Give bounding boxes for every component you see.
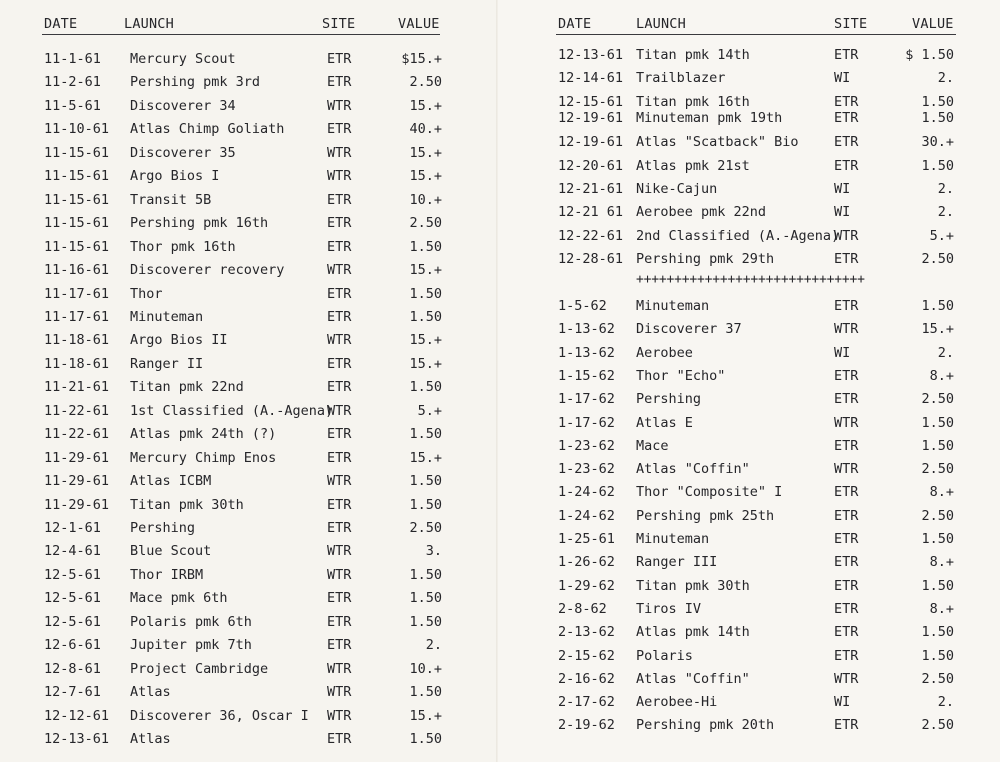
value-cell: 2. [937, 694, 954, 710]
value-cell: 15.+ [409, 262, 442, 278]
site-cell: ETR [327, 379, 352, 395]
launch-cell: Minuteman [636, 298, 710, 314]
value-cell: 15.+ [409, 168, 442, 184]
value-cell: 1.50 [409, 286, 442, 302]
site-cell: ETR [327, 426, 352, 442]
value-cell: 8.+ [929, 601, 954, 617]
value-cell: 2.50 [921, 671, 954, 687]
launch-cell: Minuteman pmk 19th [636, 110, 783, 126]
value-cell: 2.50 [409, 215, 442, 231]
date-cell: 12-19-61 [558, 110, 624, 126]
launch-cell: Pershing pmk 29th [636, 251, 775, 267]
launch-cell: Polaris pmk 6th [130, 614, 252, 630]
site-cell: ETR [834, 368, 859, 384]
launch-cell: Pershing pmk 16th [130, 215, 269, 231]
value-cell: 1.50 [921, 298, 954, 314]
date-cell: 12-12-61 [44, 708, 110, 724]
launch-cell: Atlas "Scatback" Bio [636, 134, 799, 150]
header-rule [556, 34, 956, 35]
launch-cell: Project Cambridge [130, 661, 269, 677]
header-site: SITE [322, 16, 356, 32]
date-cell: 12-6-61 [44, 637, 101, 653]
value-cell: 40.+ [409, 121, 442, 137]
launch-cell: Thor [130, 286, 163, 302]
launch-cell: Titan pmk 30th [636, 578, 750, 594]
launch-cell: Discoverer 37 [636, 321, 742, 337]
site-cell: ETR [834, 134, 859, 150]
date-cell: 2-19-62 [558, 717, 615, 733]
launch-cell: Discoverer 34 [130, 98, 236, 114]
value-cell: 2.50 [921, 391, 954, 407]
launch-cell: Thor "Composite" I [636, 484, 783, 500]
date-cell: 1-24-62 [558, 508, 615, 524]
date-cell: 11-21-61 [44, 379, 110, 395]
launch-cell: Atlas [130, 731, 171, 747]
date-cell: 12-15-61 [558, 94, 624, 110]
site-cell: WTR [327, 543, 352, 559]
value-cell: 10.+ [409, 661, 442, 677]
site-cell: WI [834, 345, 851, 361]
value-cell: 2. [937, 181, 954, 197]
site-cell: ETR [327, 239, 352, 255]
site-cell: ETR [834, 601, 859, 617]
launch-cell: Discoverer 35 [130, 145, 236, 161]
date-cell: 1-15-62 [558, 368, 615, 384]
date-cell: 11-15-61 [44, 215, 110, 231]
value-cell: 1.50 [409, 614, 442, 630]
site-cell: ETR [834, 648, 859, 664]
date-cell: 1-29-62 [558, 578, 615, 594]
date-cell: 1-24-62 [558, 484, 615, 500]
value-cell: 1.50 [409, 426, 442, 442]
site-cell: WTR [834, 321, 859, 337]
value-cell: 2. [937, 204, 954, 220]
site-cell: WI [834, 694, 851, 710]
date-cell: 2-15-62 [558, 648, 615, 664]
site-cell: ETR [834, 438, 859, 454]
header-value: VALUE [912, 16, 954, 32]
value-cell: 1.50 [409, 731, 442, 747]
date-cell: 11-2-61 [44, 74, 101, 90]
site-cell: ETR [327, 450, 352, 466]
site-cell: ETR [327, 51, 352, 67]
launch-cell: Argo Bios I [130, 168, 220, 184]
launch-cell: Discoverer 36, Oscar I [130, 708, 309, 724]
value-cell: 2. [937, 70, 954, 86]
value-cell: 15.+ [409, 708, 442, 724]
launch-cell: Mace [636, 438, 669, 454]
launch-cell: Mercury Chimp Enos [130, 450, 277, 466]
site-cell: WTR [327, 332, 352, 348]
launch-cell: Transit 5B [130, 192, 212, 208]
site-cell: ETR [834, 110, 859, 126]
launch-cell: Argo Bios II [130, 332, 228, 348]
site-cell: ETR [834, 508, 859, 524]
date-cell: 12-8-61 [44, 661, 101, 677]
value-cell: 2.50 [921, 461, 954, 477]
site-cell: ETR [327, 731, 352, 747]
date-cell: 11-29-61 [44, 450, 110, 466]
site-cell: WTR [327, 98, 352, 114]
date-cell: 1-13-62 [558, 321, 615, 337]
site-cell: ETR [327, 286, 352, 302]
value-cell: 8.+ [929, 368, 954, 384]
site-cell: WTR [327, 168, 352, 184]
value-cell: 1.50 [921, 94, 954, 110]
site-cell: ETR [834, 298, 859, 314]
launch-cell: Thor "Echo" [636, 368, 726, 384]
value-cell: 1.50 [409, 684, 442, 700]
launch-cell: Atlas pmk 14th [636, 624, 750, 640]
site-cell: WTR [327, 567, 352, 583]
value-cell: 1.50 [409, 239, 442, 255]
site-cell: ETR [327, 74, 352, 90]
site-cell: ETR [327, 356, 352, 372]
value-cell: 1.50 [409, 497, 442, 513]
launch-cell: Thor IRBM [130, 567, 204, 583]
site-cell: WI [834, 70, 851, 86]
launch-cell: Jupiter pmk 7th [130, 637, 252, 653]
value-cell: 30.+ [921, 134, 954, 150]
date-cell: 12-13-61 [558, 47, 624, 63]
launch-cell: Aerobee-Hi [636, 694, 718, 710]
value-cell: 1.50 [921, 438, 954, 454]
date-cell: 12-19-61 [558, 134, 624, 150]
date-cell: 12-13-61 [44, 731, 110, 747]
date-cell: 12-14-61 [558, 70, 624, 86]
value-cell: 3. [425, 543, 442, 559]
launch-cell: Ranger III [636, 554, 718, 570]
site-cell: WTR [327, 403, 352, 419]
date-cell: 11-15-61 [44, 239, 110, 255]
value-cell: $15.+ [401, 51, 442, 67]
launch-cell: Atlas E [636, 415, 693, 431]
site-cell: ETR [327, 215, 352, 231]
site-cell: ETR [327, 637, 352, 653]
date-cell: 11-5-61 [44, 98, 101, 114]
site-cell: ETR [327, 614, 352, 630]
site-cell: WTR [834, 415, 859, 431]
value-cell: 1.50 [409, 379, 442, 395]
launch-cell: Thor pmk 16th [130, 239, 236, 255]
date-cell: 11-10-61 [44, 121, 110, 137]
value-cell: 1.50 [409, 567, 442, 583]
launch-cell: Minuteman [130, 309, 204, 325]
launch-cell: Pershing [130, 520, 196, 536]
launch-cell: Ranger II [130, 356, 204, 372]
left-page [0, 0, 498, 762]
date-cell: 12-1-61 [44, 520, 101, 536]
launch-cell: Atlas Chimp Goliath [130, 121, 285, 137]
site-cell: WI [834, 181, 851, 197]
launch-cell: Titan pmk 30th [130, 497, 244, 513]
header-rule [42, 34, 440, 35]
site-cell: WI [834, 204, 851, 220]
launch-cell: Discoverer recovery [130, 262, 285, 278]
value-cell: 1.50 [921, 415, 954, 431]
site-cell: ETR [834, 484, 859, 500]
date-cell: 11-18-61 [44, 356, 110, 372]
value-cell: 1.50 [409, 590, 442, 606]
date-cell: 1-17-62 [558, 415, 615, 431]
site-cell: ETR [834, 717, 859, 733]
date-cell: 1-25-61 [558, 531, 615, 547]
header-site: SITE [834, 16, 868, 32]
value-cell: 1.50 [409, 309, 442, 325]
site-cell: ETR [834, 94, 859, 110]
value-cell: 15.+ [409, 332, 442, 348]
date-cell: 12-5-61 [44, 590, 101, 606]
date-cell: 11-16-61 [44, 262, 110, 278]
launch-cell: 1st Classified (A.-Agena) [130, 403, 334, 419]
value-cell: 5.+ [417, 403, 442, 419]
value-cell: 1.50 [921, 158, 954, 174]
site-cell: WTR [327, 262, 352, 278]
launch-cell: Blue Scout [130, 543, 212, 559]
site-cell: ETR [834, 47, 859, 63]
site-cell: WTR [327, 145, 352, 161]
date-cell: 11-17-61 [44, 286, 110, 302]
value-cell: 15.+ [409, 450, 442, 466]
value-cell: 15.+ [409, 145, 442, 161]
launch-cell: Pershing pmk 3rd [130, 74, 261, 90]
date-cell: 12-5-61 [44, 567, 101, 583]
date-cell: 2-8-62 [558, 601, 607, 617]
date-cell: 12-5-61 [44, 614, 101, 630]
site-cell: ETR [834, 578, 859, 594]
date-cell: 12-22-61 [558, 228, 624, 244]
value-cell: 1.50 [921, 531, 954, 547]
date-cell: 1-23-62 [558, 461, 615, 477]
site-cell: ETR [834, 624, 859, 640]
launch-cell: Atlas "Coffin" [636, 461, 750, 477]
site-cell: ETR [327, 192, 352, 208]
site-cell: ETR [834, 531, 859, 547]
date-cell: 1-13-62 [558, 345, 615, 361]
launch-cell: Pershing pmk 20th [636, 717, 775, 733]
site-cell: WTR [834, 671, 859, 687]
value-cell: 1.50 [921, 648, 954, 664]
site-cell: WTR [327, 684, 352, 700]
launch-cell: Mace pmk 6th [130, 590, 228, 606]
date-cell: 12-4-61 [44, 543, 101, 559]
date-cell: 11-29-61 [44, 497, 110, 513]
right-page [498, 0, 1000, 762]
site-cell: ETR [327, 590, 352, 606]
header-value: VALUE [398, 16, 440, 32]
date-cell: 2-16-62 [558, 671, 615, 687]
header-launch: LAUNCH [636, 16, 686, 32]
site-cell: ETR [834, 251, 859, 267]
site-cell: ETR [834, 158, 859, 174]
header-date: DATE [44, 16, 78, 32]
value-cell: 1.50 [921, 624, 954, 640]
value-cell: 2. [937, 345, 954, 361]
launch-cell: Titan pmk 22nd [130, 379, 244, 395]
site-cell: ETR [327, 309, 352, 325]
value-cell: 2.50 [409, 520, 442, 536]
value-cell: 2.50 [921, 508, 954, 524]
value-cell: 1.50 [409, 473, 442, 489]
launch-cell: Atlas [130, 684, 171, 700]
site-cell: WTR [327, 708, 352, 724]
date-cell: 11-17-61 [44, 309, 110, 325]
date-cell: 11-18-61 [44, 332, 110, 348]
value-cell: 5.+ [929, 228, 954, 244]
date-cell: 12-20-61 [558, 158, 624, 174]
site-cell: ETR [327, 520, 352, 536]
date-cell: 11-15-61 [44, 168, 110, 184]
date-cell: 11-15-61 [44, 145, 110, 161]
date-cell: 2-13-62 [558, 624, 615, 640]
value-cell: 15.+ [409, 356, 442, 372]
launch-cell: Aerobee [636, 345, 693, 361]
separator-line: ++++++++++++++++++++++++++++++ [636, 272, 865, 287]
value-cell: 10.+ [409, 192, 442, 208]
launch-cell: Atlas pmk 21st [636, 158, 750, 174]
value-cell: 2. [425, 637, 442, 653]
launch-cell: Titan pmk 16th [636, 94, 750, 110]
header-launch: LAUNCH [124, 16, 174, 32]
value-cell: 15.+ [921, 321, 954, 337]
launch-cell: Atlas ICBM [130, 473, 212, 489]
site-cell: WTR [327, 473, 352, 489]
value-cell: $ 1.50 [905, 47, 954, 63]
value-cell: 1.50 [921, 578, 954, 594]
site-cell: ETR [834, 554, 859, 570]
date-cell: 11-15-61 [44, 192, 110, 208]
launch-cell: Atlas "Coffin" [636, 671, 750, 687]
launch-cell: Titan pmk 14th [636, 47, 750, 63]
launch-cell: Atlas pmk 24th (?) [130, 426, 277, 442]
site-cell: ETR [327, 497, 352, 513]
launch-cell: Nike-Cajun [636, 181, 718, 197]
value-cell: 8.+ [929, 554, 954, 570]
launch-cell: Pershing [636, 391, 702, 407]
date-cell: 12-28-61 [558, 251, 624, 267]
value-cell: 1.50 [921, 110, 954, 126]
value-cell: 2.50 [921, 251, 954, 267]
launch-cell: Polaris [636, 648, 693, 664]
date-cell: 2-17-62 [558, 694, 615, 710]
date-cell: 12-21-61 [558, 181, 624, 197]
date-cell: 1-17-62 [558, 391, 615, 407]
date-cell: 12-7-61 [44, 684, 101, 700]
launch-cell: Pershing pmk 25th [636, 508, 775, 524]
date-cell: 11-1-61 [44, 51, 101, 67]
site-cell: ETR [327, 121, 352, 137]
value-cell: 8.+ [929, 484, 954, 500]
site-cell: ETR [834, 391, 859, 407]
site-cell: WTR [834, 461, 859, 477]
date-cell: 11-22-61 [44, 426, 110, 442]
date-cell: 1-5-62 [558, 298, 607, 314]
site-cell: WTR [834, 228, 859, 244]
date-cell: 1-23-62 [558, 438, 615, 454]
site-cell: WTR [327, 661, 352, 677]
launch-cell: Aerobee pmk 22nd [636, 204, 767, 220]
date-cell: 1-26-62 [558, 554, 615, 570]
header-date: DATE [558, 16, 592, 32]
launch-cell: 2nd Classified (A.-Agena) [636, 228, 840, 244]
date-cell: 11-22-61 [44, 403, 110, 419]
launch-cell: Minuteman [636, 531, 710, 547]
value-cell: 15.+ [409, 98, 442, 114]
value-cell: 2.50 [921, 717, 954, 733]
date-cell: 11-29-61 [44, 473, 110, 489]
value-cell: 2.50 [409, 74, 442, 90]
launch-cell: Mercury Scout [130, 51, 236, 67]
launch-cell: Trailblazer [636, 70, 726, 86]
date-cell: 12-21 61 [558, 204, 624, 220]
launch-cell: Tiros IV [636, 601, 702, 617]
